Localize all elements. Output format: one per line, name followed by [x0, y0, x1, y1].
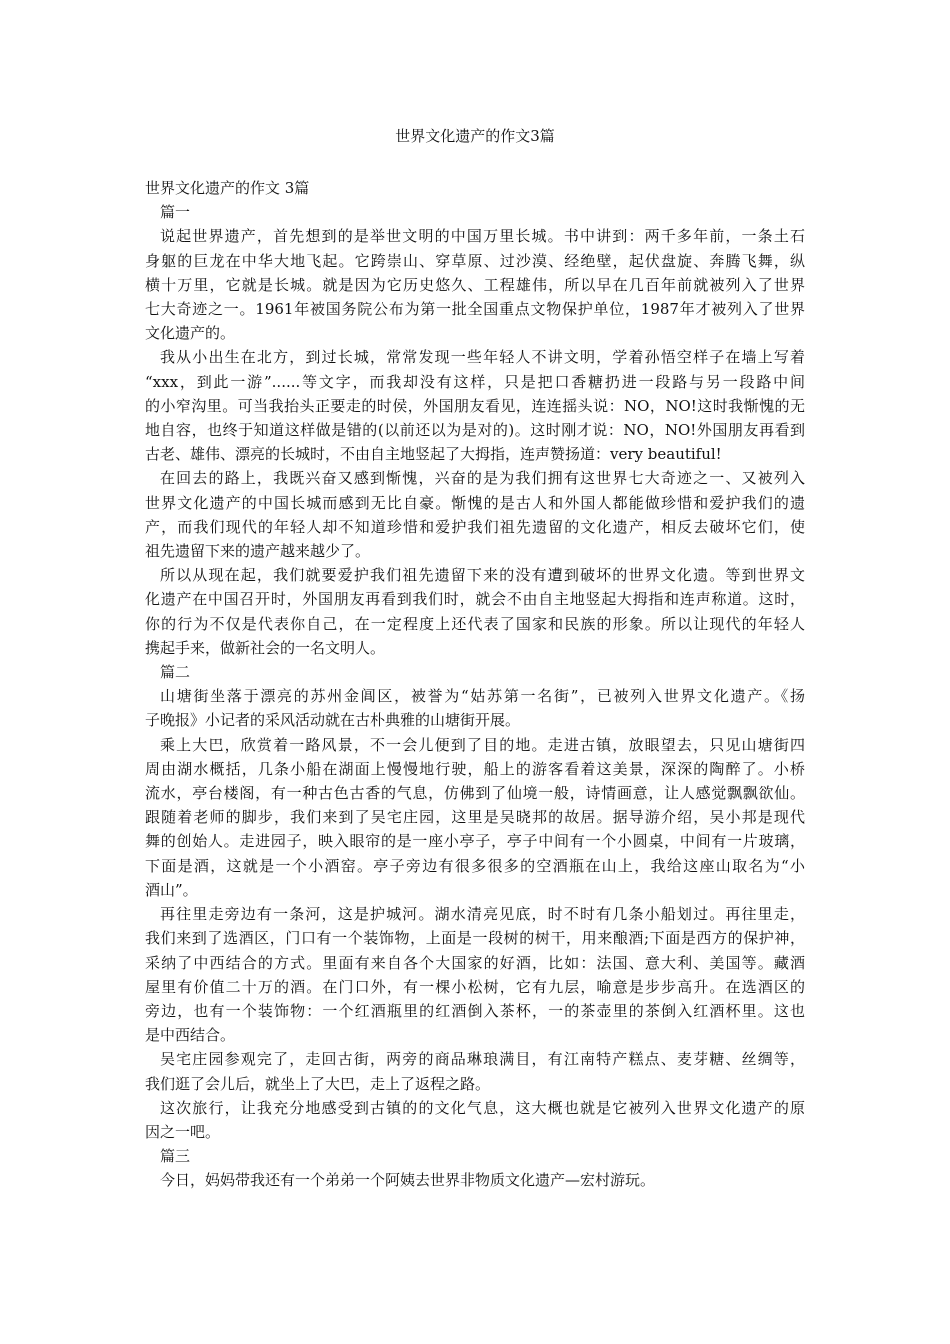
- text-line: 七大奇迹之一。1961年被国务院公布为第一批全国重点文物保护单位，1987年才被列入了世界: [145, 300, 805, 319]
- text-line: 山塘街坐落于漂亮的苏州金阊区，被誉为“姑苏第一名街”，已被列入世界文化遗产。《扬: [160, 687, 805, 706]
- text-line: 周由湖水概括，几条小船在湖面上慢慢地行驶，船上的游客看着这美景，深深的陶醉了。小桥: [145, 759, 805, 778]
- text-line: 这次旅行，让我充分地感受到古镇的的文化气息，这大概也就是它被列入世界文化遗产的原: [160, 1098, 805, 1117]
- text-line: 采纳了中西结合的方式。里面有来自各个大国家的好酒，比如：法国、意大利、美国等。藏酒: [145, 953, 805, 972]
- text-line: 屋里有价值二十万的酒。在门口外，有一棵小松树，它有九层，喻意是步步高升。在选酒区的: [145, 977, 805, 996]
- text-line: 流水，亭台楼阁，有一种古色古香的气息，仿佛到了仙境一般，诗情画意，让人感觉飘飘欲仙。: [145, 784, 805, 803]
- text-line: 子晚报》小记者的采风活动就在古朴典雅的山塘街开展。: [145, 711, 521, 730]
- section-heading: 篇一: [160, 203, 191, 222]
- text-line: 是中西结合。: [145, 1026, 236, 1045]
- text-line: 携起手来，做新社会的一名文明人。: [145, 638, 386, 657]
- text-line: 我们逛了会儿后，就坐上了大巴，走上了返程之路。: [145, 1074, 491, 1093]
- text-line: 旁边，也有一个装饰物：一个红酒瓶里的红酒倒入茶杯，一的茶壶里的茶倒入红酒杯里。这也: [145, 1001, 805, 1020]
- text-line: 舞的创始人。走进园子，映入眼帘的是一座小亭子，亭子中间有一个小圆桌，中间有一片玻璃，: [145, 832, 805, 851]
- text-line: 我从小出生在北方，到过长城，常常发现一些年轻人不讲文明，学着孙悟空样子在墙上写着: [160, 348, 805, 367]
- text-line: 你的行为不仅是代表你自己，在一定程度上还代表了国家和民族的形象。所以让现代的年轻人: [145, 614, 805, 633]
- text-line: 祖先遗留下来的遗产越来越少了。: [145, 542, 371, 561]
- paragraph-lines: [145, 200, 805, 1192]
- text-line: 酒山”。: [145, 880, 198, 899]
- document-body: [145, 176, 805, 1193]
- text-line: 的小窄沟里。可当我抬头正要走的时侯，外国朋友看见，连连摇头说：NO，NO!这时我惭愧的无: [145, 396, 805, 415]
- text-line: 今日，妈妈带我还有一个弟弟一个阿姨去世界非物质文化遗产—宏村游玩。: [160, 1171, 656, 1190]
- text-line: 在回去的路上，我既兴奋又感到惭愧，兴奋的是为我们拥有这世界七大奇迹之一、又被列入: [160, 469, 805, 488]
- text-line: 下面是酒，这就是一个小酒窑。亭子旁边有很多很多的空酒瓶在山上，我给这座山取名为“小: [145, 856, 805, 875]
- text-line: 化遗产在中国召开时，外国朋友再看到我们时，就会不由自主地竖起大拇指和连声称道。这时，: [145, 590, 805, 609]
- text-line: 我们来到了选酒区，门口有一个装饰物，上面是一段树的树干，用来酿酒;下面是西方的保护神，: [145, 929, 805, 948]
- text-line: 地自容，也终于知道这样做是错的(以前还以为是对的)。这时刚才说：NO，NO!外国朋友再看到: [145, 421, 805, 440]
- document-subtitle: 世界文化遗产的作文 3篇: [145, 179, 310, 197]
- text-line: 产，而我们现代的年轻人却不知道珍惜和爱护我们祖先遗留的文化遗产，相反去破坏它们，使: [145, 517, 805, 536]
- text-line: 乘上大巴，欣赏着一路风景，不一会儿便到了目的地。走进古镇，放眼望去，只见山塘街四: [160, 735, 805, 754]
- document-title: 世界文化遗产的作文3篇: [395, 127, 555, 145]
- section-heading: 篇三: [160, 1147, 191, 1166]
- text-line: 所以从现在起，我们就要爱护我们祖先遗留下来的没有遭到破坏的世界文化遗。等到世界文: [160, 566, 805, 585]
- text-line: 世界文化遗产的中国长城而感到无比自豪。惭愧的是古人和外国人都能做珍惜和爱护我们的遗: [145, 493, 805, 512]
- text-line: 跟随着老师的脚步，我们来到了吴宅庄园，这里是吴晓邦的故居。据导游介绍，吴小邦是现代: [145, 808, 805, 827]
- text-line: 再往里走旁边有一条河，这是护城河。湖水清亮见底，时不时有几条小船划过。再往里走，: [160, 905, 805, 924]
- text-line: 说起世界遗产，首先想到的是举世文明的中国万里长城。书中讲到：两千多年前，一条土石: [160, 227, 805, 246]
- text-line: 身躯的巨龙在中华大地飞起。它跨崇山、穿草原、过沙漠、经绝壁，起伏盘旋、奔腾飞舞，纵: [145, 251, 805, 270]
- text-line: 文化遗产的。: [145, 324, 236, 343]
- text-line: 横十万里，它就是长城。就是因为它历史悠久、工程雄伟，所以早在几百年前就被列入了世界: [145, 275, 805, 294]
- text-line: 吴宅庄园参观完了，走回古街，两旁的商品琳琅满目，有江南特产糕点、麦芽糖、丝绸等，: [160, 1050, 805, 1069]
- text-line: 古老、雄伟、漂亮的长城时，不由自主地竖起了大拇指，连声赞扬道：very beautiful!: [145, 445, 722, 464]
- text-line: 因之一吧。: [145, 1122, 221, 1141]
- section-heading: 篇二: [160, 663, 191, 682]
- text-line: “xxx，到此一游”......等文字，而我却没有这样，只是把口香糖扔进一段路与另一段路中间: [145, 372, 805, 391]
